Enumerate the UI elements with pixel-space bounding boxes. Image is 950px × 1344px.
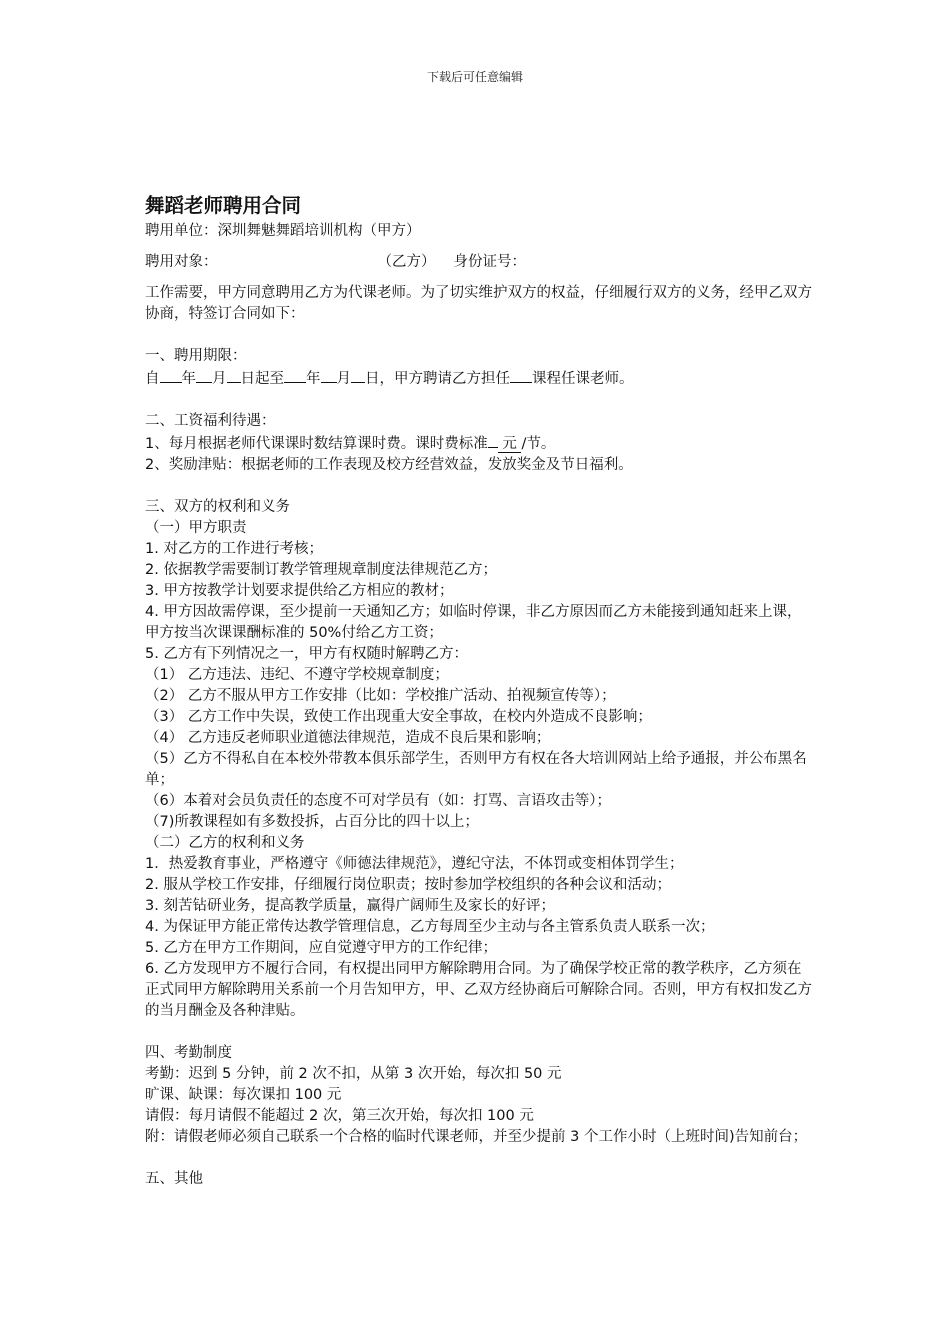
section1-heading: 一、聘用期限： xyxy=(145,348,247,364)
employer-line: 聘用单位：深圳舞魅舞蹈培训机构（甲方） xyxy=(145,223,421,239)
party-a-duty-4: 4. 甲方因故需停课，至少提前一天通知乙方；如临时停课，非乙方原因而乙方未能接到通知赶来上课，甲方按当次课课酬标准的 50%付给乙方工资； xyxy=(145,604,802,641)
employee-party: （乙方） xyxy=(377,254,436,270)
id-number-label: 身份证号： xyxy=(453,254,526,270)
contract-document xyxy=(145,191,815,1190)
dismissal-condition-4: （4） 乙方违反老师职业道德法律规范，造成不良后果和影响； xyxy=(145,730,551,746)
party-a-duty-5: 5. 乙方有下列情况之一，甲方有权随时解聘乙方： xyxy=(145,646,468,662)
dismissal-condition-6: （6）本着对会员负责任的态度不可对学员有（如：打骂、言语攻击等）； xyxy=(145,793,611,809)
party-b-duty-3: 3. 刻苦钻研业务，提高教学质量，赢得广阔师生及家长的好评； xyxy=(145,898,555,914)
document-title: 舞蹈老师聘用合同 xyxy=(145,194,302,217)
fee-unit: 元 xyxy=(497,436,522,452)
blank-start-month xyxy=(196,367,212,383)
party-a-duty-1: 1. 对乙方的工作进行考核； xyxy=(145,541,323,557)
employee-line xyxy=(145,252,815,273)
party-b-duty-5: 5. 乙方在甲方工作期间，应自觉遵守甲方的工作纪律； xyxy=(145,940,497,956)
blank-course-name xyxy=(510,367,532,383)
dismissal-condition-2: （2） 乙方不服从甲方工作安排（比如：学校推广活动、拍视频宣传等）； xyxy=(145,688,616,704)
intro-paragraph: 工作需要，甲方同意聘用乙方为代课老师。为了切实维护双方的权益，仔细履行双方的义务，经甲乙双方协商，特签订合同如下： xyxy=(145,285,812,322)
blank-end-year xyxy=(284,367,306,383)
blank-start-year xyxy=(160,367,182,383)
attendance-rule-note: 附：请假老师必须自己联系一个合格的临时代课老师，并至少提前 3 个工作小时（上班时间)告知前台； xyxy=(145,1129,808,1145)
dismissal-condition-1: （1） 乙方违法、违纪、不遵守学校规章制度； xyxy=(145,667,449,683)
employee-label: 聘用对象： xyxy=(145,254,218,270)
dismissal-condition-3: （3） 乙方工作中失误，致使工作出现重大安全事故，在校内外造成不良影响； xyxy=(145,709,652,725)
page-header-note: 下载后可任意编辑 xyxy=(426,70,523,84)
dismissal-condition-5: （5）乙方不得私自在本校外带教本俱乐部学生，否则甲方有权在各大培训网站上给予通报，并公布黑名单； xyxy=(145,751,807,788)
attendance-rule-absence: 旷课、缺课：每次课扣 100 元 xyxy=(145,1087,342,1103)
party-a-duty-2: 2. 依据教学需要制订教学管理规章制度法律规范乙方； xyxy=(145,562,497,578)
section2-item1: 1、每月根据老师代课课时数结算课时费。课时费标准 元 /节。 xyxy=(145,432,815,455)
attendance-rule-leave: 请假：每月请假不能超过 2 次，第三次开始，每次扣 100 元 xyxy=(145,1108,534,1124)
party-b-duty-2: 2. 服从学校工作安排，仔细履行岗位职责；按时参加学校组织的各种会议和活动； xyxy=(145,877,671,893)
blank-start-day xyxy=(227,367,241,383)
section1-term: 自 年 月 日起至 年 月 日，甲方聘请乙方担任 课程任课老师。 xyxy=(145,367,815,390)
section3-sub1: （一）甲方职责 xyxy=(145,520,247,536)
section2-heading: 二、工资福利待遇： xyxy=(145,413,276,429)
section2-item2: 2、奖励津贴：根据老师的工作表现及校方经营效益，发放奖金及节日福利。 xyxy=(145,457,633,473)
blank-end-day xyxy=(351,367,365,383)
attendance-rule-late: 考勤：迟到 5 分钟，前 2 次不扣，从第 3 次开始，每次扣 50 元 xyxy=(145,1066,562,1082)
party-b-duty-6: 6. 乙方发现甲方不履行合同，有权提出同甲方解除聘用合同。为了确保学校正常的教学秩序，乙方须在正式同甲方解除聘用关系前一个月告知甲方，甲、乙双方经协商后可解除合同。否则，甲方有权扣发乙方的当月酬金及各种津贴。 xyxy=(145,961,812,1019)
dismissal-condition-7: （7)所教课程如有多数投拆，占百分比的四十以上； xyxy=(145,814,479,830)
section3-heading: 三、双方的权利和义务 xyxy=(145,499,290,515)
section4-heading: 四、考勤制度 xyxy=(145,1045,232,1061)
blank-end-month xyxy=(321,367,337,383)
section3-sub2: （二）乙方的权利和义务 xyxy=(145,835,305,851)
section5-heading: 五、其他 xyxy=(145,1171,203,1187)
party-b-duty-1: 1．热爱教育事业，严格遵守《师德法律规范》，遵纪守法，不体罚或变相体罚学生； xyxy=(145,856,684,872)
party-a-duty-3: 3. 甲方按教学计划要求提供给乙方相应的教材； xyxy=(145,583,454,599)
party-b-duty-4: 4. 为保证甲方能正常传达教学管理信息，乙方每周至少主动与各主管系负责人联系一次； xyxy=(145,919,715,935)
